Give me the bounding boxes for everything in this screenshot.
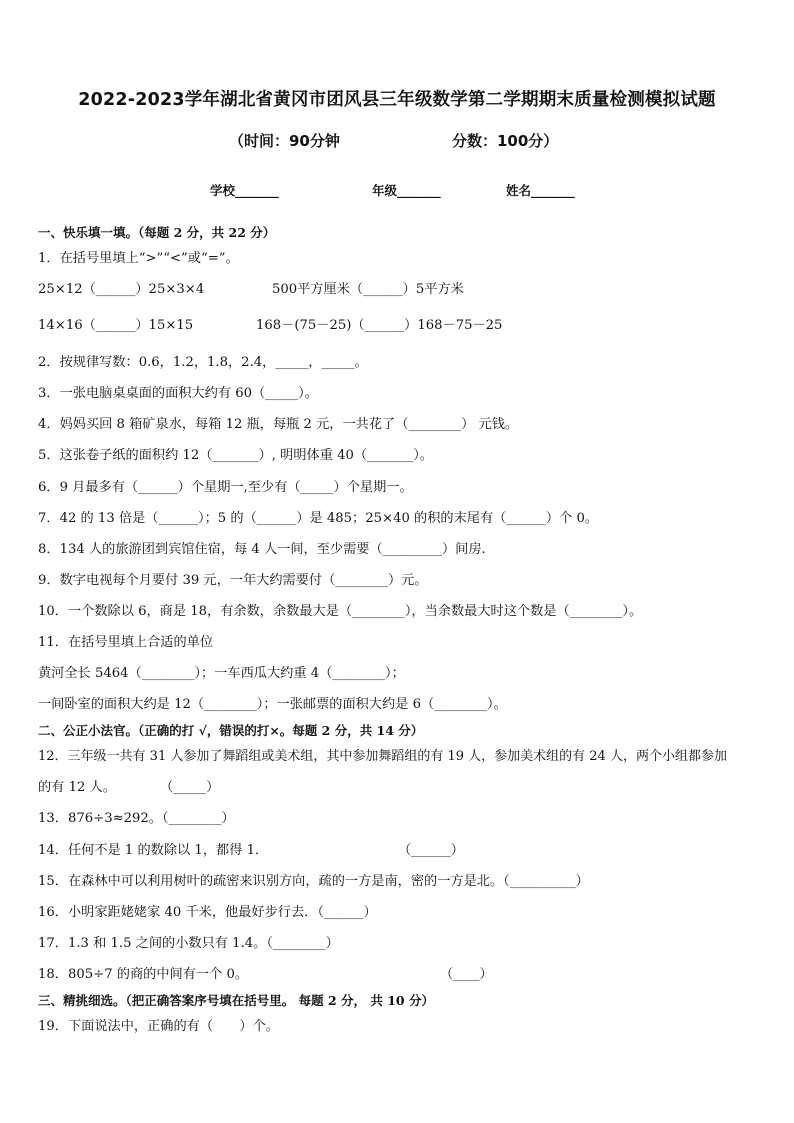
question-12-line-2: 的有 12 人。 — [38, 780, 116, 795]
question-18-blank: （____） — [440, 967, 493, 982]
grade-field: 年级_______ — [372, 183, 441, 198]
question-11a: 黄河全长 5464（________）；一车西瓜大约重 4（________）； — [38, 666, 405, 681]
question-1d: 168－(75－25)（______）168－75－25 — [256, 318, 503, 333]
question-15: 15．在森林中可以利用树叶的疏密来识别方向，疏的一方是南，密的一方是北。（__________） — [38, 874, 589, 889]
exam-time: （时间：90分钟 — [229, 132, 340, 150]
question-4: 4．妈妈买回 8 箱矿泉水，每箱 12 瓶，每瓶 2 元，一共花了（________） 元钱。 — [38, 417, 519, 432]
question-6: 6．9 月最多有（______）个星期一,至少有（_____）个星期一。 — [38, 480, 413, 495]
question-1c: 14×16（______）15×15 — [38, 318, 194, 333]
question-3: 3．一张电脑桌桌面的面积大约有 60（_____）。 — [38, 386, 318, 401]
question-11b: 一间卧室的面积大约是 12（________）；一张邮票的面积大约是 6（________）。 — [38, 697, 507, 712]
question-19: 19．下面说法中，正确的有（ ）个。 — [38, 1019, 279, 1034]
section-1-heading: 一、快乐填一填。（每题 2 分，共 22 分） — [38, 225, 276, 240]
question-5: 5．这张卷子纸的面积约 12（_______）, 明明体重 40（_______）。 — [38, 448, 433, 463]
question-10: 10．一个数除以 6，商是 18，有余数，余数最大是（________），当余数最大时这个数是（________）。 — [38, 604, 643, 619]
question-13: 13．876÷3≈292。（________） — [38, 811, 235, 826]
question-1b: 500平方厘米（______）5平方米 — [272, 282, 464, 297]
question-2: 2．按规律写数：0.6，1.2，1.8，2.4，_____，_____。 — [38, 355, 368, 370]
question-7: 7．42 的 13 倍是（______）；5 的（______）是 485；25×40 的积的末尾有（______）个 0。 — [38, 511, 599, 526]
question-9: 9．数字电视每个月要付 39 元，一年大约需要付（________）元。 — [38, 573, 428, 588]
question-14: 14．任何不是 1 的数除以 1，都得 1． — [38, 843, 269, 858]
question-8: 8．134 人的旅游团到宾馆住宿，每 4 人一间，至少需要（_________）间房. — [38, 542, 486, 557]
name-field: 姓名_______ — [506, 183, 575, 198]
question-16: 16．小明家距姥姥家 40 千米，他最好步行去．（______） — [38, 905, 377, 920]
question-12-line-1: 12．三年级一共有 31 人参加了舞蹈组或美术组，其中参加舞蹈组的有 19 人，参加美术组的有 24 人，两个小组都参加 — [38, 749, 727, 764]
school-field: 学校_______ — [210, 183, 279, 198]
section-2-heading: 二、公正小法官。（正确的打 √，错误的打×。每题 2 分，共 14 分） — [38, 723, 424, 738]
question-1: 1．在括号里填上“>”“<”或“=”。 — [38, 251, 239, 266]
exam-title: 2022-2023学年湖北省黄冈市团风县三年级数学第二学期期末质量检测模拟试题 — [78, 90, 716, 110]
question-11: 11．在括号里填上合适的单位 — [38, 635, 214, 650]
question-1a: 25×12（______）25×3×4 — [38, 282, 205, 297]
question-12-blank: （_____） — [160, 780, 220, 795]
exam-score: 分数：100分） — [452, 132, 559, 150]
question-14-blank: （______） — [398, 843, 464, 858]
question-18: 18．805÷7 的商的中间有一个 0。 — [38, 967, 249, 982]
section-3-heading: 三、精挑细选。（把正确答案序号填在括号里。 每题 2 分， 共 10 分） — [38, 993, 434, 1008]
question-17: 17．1.3 和 1.5 之间的小数只有 1.4。（________） — [38, 936, 339, 951]
